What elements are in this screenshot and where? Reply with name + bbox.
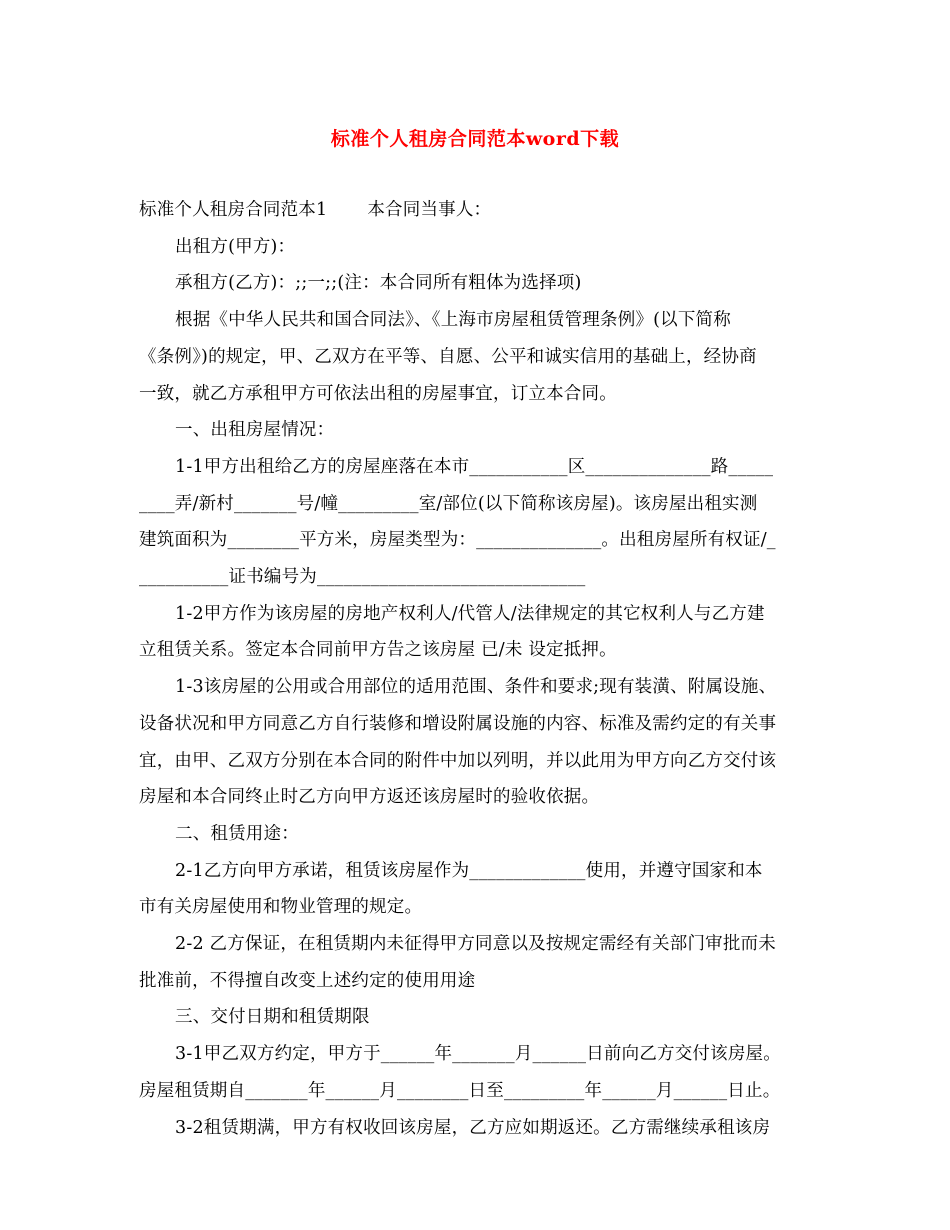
- text-line: 1-2甲方作为该房屋的房地产权利人/代管人/法律规定的其它权利人与乙方建: [175, 603, 765, 624]
- text-line: 《条例》)的规定，甲、乙双方在平等、自愿、公平和诚实信用的基础上，经协商: [139, 346, 757, 367]
- text-line: 根据《中华人民共和国合同法》、《上海市房屋租赁管理条例》(以下简称: [175, 310, 731, 331]
- text-line: 建筑面积为________平方米，房屋类型为：______________。出租房屋所有权证/_: [139, 530, 776, 551]
- text-line: 标准个人租房合同范本1 本合同当事人：: [139, 200, 492, 220]
- text-line: 3-2租赁期满，甲方有权收回该房屋，乙方应如期返还。乙方需继续承租该房: [175, 1117, 771, 1138]
- text-line: 宜，由甲、乙双方分别在本合同的附件中加以列明，并以此用为甲方向乙方交付该: [139, 750, 777, 771]
- document-title: 标准个人租房合同范本word下载: [330, 128, 620, 150]
- text-line: 2-1乙方向甲方承诺，租赁该房屋作为_____________使用，并遵守国家和本: [175, 860, 763, 881]
- text-line: 立租赁关系。签定本合同前甲方告之该房屋 已/未 设定抵押。: [139, 640, 617, 661]
- text-line: 设备状况和甲方同意乙方自行装修和增设附属设施的内容、标准及需约定的有关事: [139, 713, 777, 734]
- text-line: 房屋租赁期自_______年______月________日至_________年______月______日止。: [139, 1080, 781, 1101]
- text-line: 3-1甲乙双方约定，甲方于______年_______月______日前向乙方交付该房屋。: [175, 1044, 781, 1065]
- section-heading: 三、交付日期和租赁期限: [175, 1007, 370, 1028]
- text-line: 2-2 乙方保证，在租赁期内未征得甲方同意以及按规定需经有关部门审批而未: [175, 934, 776, 955]
- text-line: 出租方(甲方)：: [175, 236, 296, 257]
- text-line: 1-3该房屋的公用或合用部位的适用范围、条件和要求;现有装潢、附属设施、: [175, 677, 777, 698]
- text-line: __________证书编号为______________________________: [139, 567, 586, 588]
- section-heading: 二、租赁用途：: [175, 823, 299, 844]
- text-line: ____弄/新村_______号/幢_________室/部位(以下简称该房屋)。该房屋出租实测: [139, 493, 758, 514]
- text-line: 批准前，不得擅自改变上述约定的使用用途: [139, 970, 476, 991]
- section-heading: 一、出租房屋情况：: [175, 420, 335, 441]
- text-line: 房屋和本合同终止时乙方向甲方返还该房屋时的验收依据。: [139, 787, 600, 808]
- text-line: 承租方(乙方)：;;一;;(注：本合同所有粗体为选择项): [175, 273, 582, 294]
- text-line: 一致，就乙方承租甲方可依法出租的房屋事宜，订立本合同。: [139, 383, 617, 404]
- text-line: 市有关房屋使用和物业管理的规定。: [139, 897, 423, 918]
- document-body: [139, 192, 819, 1146]
- text-line: 1-1甲方出租给乙方的房屋座落在本市___________区______________路_____: [175, 456, 774, 477]
